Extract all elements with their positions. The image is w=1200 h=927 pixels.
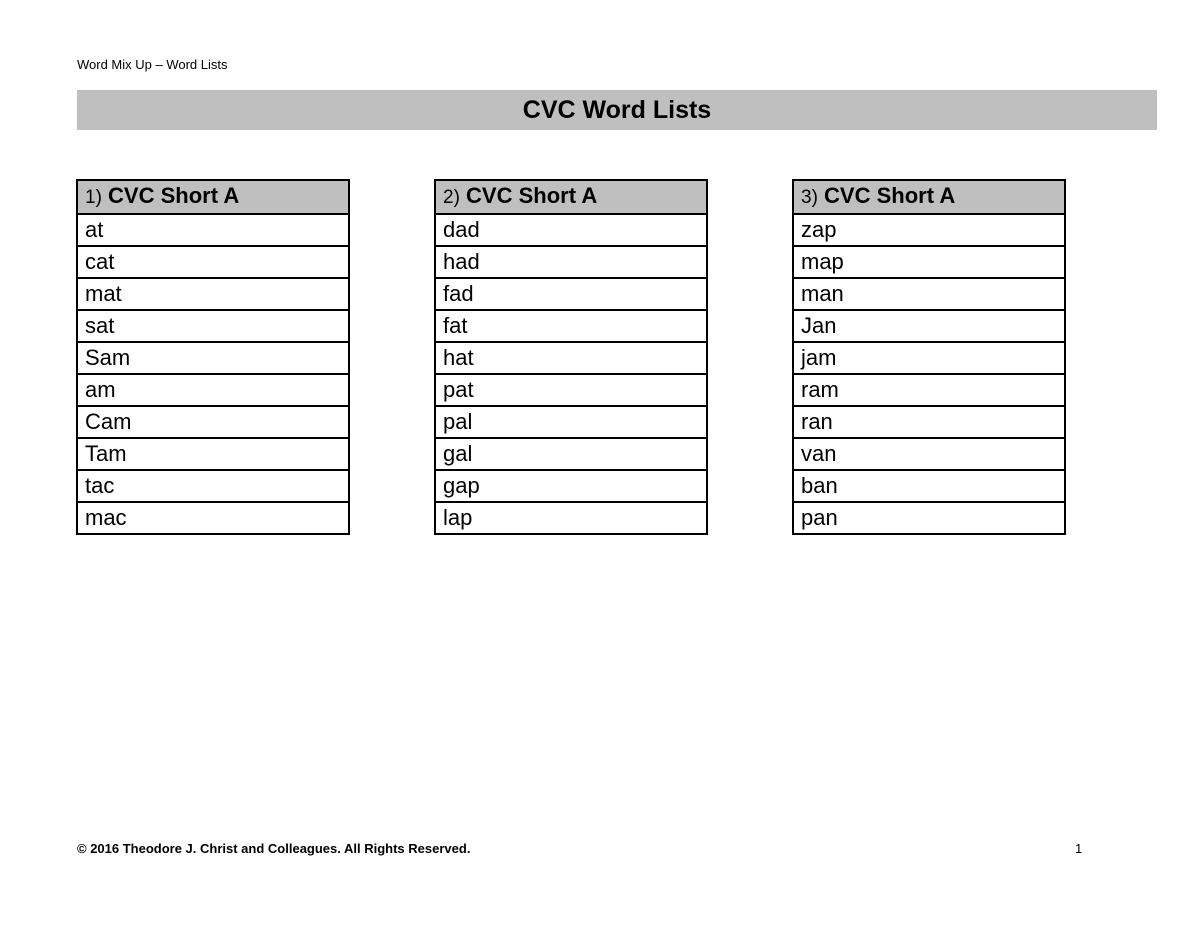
word-cell: Jan: [793, 310, 1065, 342]
table-heading: [435, 180, 707, 214]
list-heading: CVC Short A: [824, 183, 956, 208]
table-row: [435, 214, 707, 246]
table-row: [435, 374, 707, 406]
title-bar: [77, 90, 1157, 130]
word-cell: had: [435, 246, 707, 278]
word-cell: map: [793, 246, 1065, 278]
page-number: 1: [1075, 841, 1083, 856]
word-list-table-3: [792, 179, 1066, 535]
word-cell: hat: [435, 342, 707, 374]
list-heading: CVC Short A: [466, 183, 598, 208]
word-cell: lap: [435, 502, 707, 534]
footer-copyright: © 2016 Theodore J. Christ and Colleagues. All Rights Reserved.: [77, 841, 471, 856]
list-heading: CVC Short A: [108, 183, 240, 208]
table-row: [793, 310, 1065, 342]
table-row: [77, 374, 349, 406]
table-row: [793, 502, 1065, 534]
word-cell: pan: [793, 502, 1065, 534]
table-row: [77, 214, 349, 246]
table-row: [77, 470, 349, 502]
word-cell: cat: [77, 246, 349, 278]
table-row: [793, 246, 1065, 278]
table-row: [793, 214, 1065, 246]
table-heading: [77, 180, 349, 214]
word-cell: Sam: [77, 342, 349, 374]
list-number: 3): [801, 187, 818, 208]
table-row: [77, 438, 349, 470]
word-cell: mat: [77, 278, 349, 310]
word-cell: dad: [435, 214, 707, 246]
word-cell: pal: [435, 406, 707, 438]
table-row: [435, 470, 707, 502]
word-cell: jam: [793, 342, 1065, 374]
word-cell: Tam: [77, 438, 349, 470]
table-row: [77, 342, 349, 374]
table-row: [435, 310, 707, 342]
table-header-row: [435, 180, 707, 214]
word-cell: fat: [435, 310, 707, 342]
word-cell: fad: [435, 278, 707, 310]
table-row: [435, 502, 707, 534]
table-row: [793, 374, 1065, 406]
table-row: [793, 438, 1065, 470]
table-header-row: [77, 180, 349, 214]
word-cell: pat: [435, 374, 707, 406]
word-cell: at: [77, 214, 349, 246]
table-row: [77, 502, 349, 534]
word-list-table-2: [434, 179, 708, 535]
table-row: [77, 278, 349, 310]
table-row: [77, 246, 349, 278]
table-heading: [793, 180, 1065, 214]
table-row: [435, 438, 707, 470]
table-row: [77, 310, 349, 342]
table-row: [793, 406, 1065, 438]
word-cell: sat: [77, 310, 349, 342]
table-row: [793, 470, 1065, 502]
page-title: CVC Word Lists: [522, 95, 712, 124]
table-row: [793, 342, 1065, 374]
word-cell: ram: [793, 374, 1065, 406]
table-row: [435, 406, 707, 438]
table-row: [77, 406, 349, 438]
table-row: [435, 278, 707, 310]
list-number: 2): [443, 187, 460, 208]
word-cell: van: [793, 438, 1065, 470]
running-header: Word Mix Up – Word Lists: [77, 57, 228, 72]
word-cell: man: [793, 278, 1065, 310]
word-cell: mac: [77, 502, 349, 534]
word-list-table-1: [76, 179, 350, 535]
word-cell: gal: [435, 438, 707, 470]
table-header-row: [793, 180, 1065, 214]
word-cell: ran: [793, 406, 1065, 438]
list-number: 1): [85, 187, 102, 208]
table-row: [435, 342, 707, 374]
table-row: [435, 246, 707, 278]
word-cell: ban: [793, 470, 1065, 502]
word-cell: am: [77, 374, 349, 406]
word-cell: gap: [435, 470, 707, 502]
word-cell: Cam: [77, 406, 349, 438]
word-cell: tac: [77, 470, 349, 502]
table-row: [793, 278, 1065, 310]
word-cell: zap: [793, 214, 1065, 246]
